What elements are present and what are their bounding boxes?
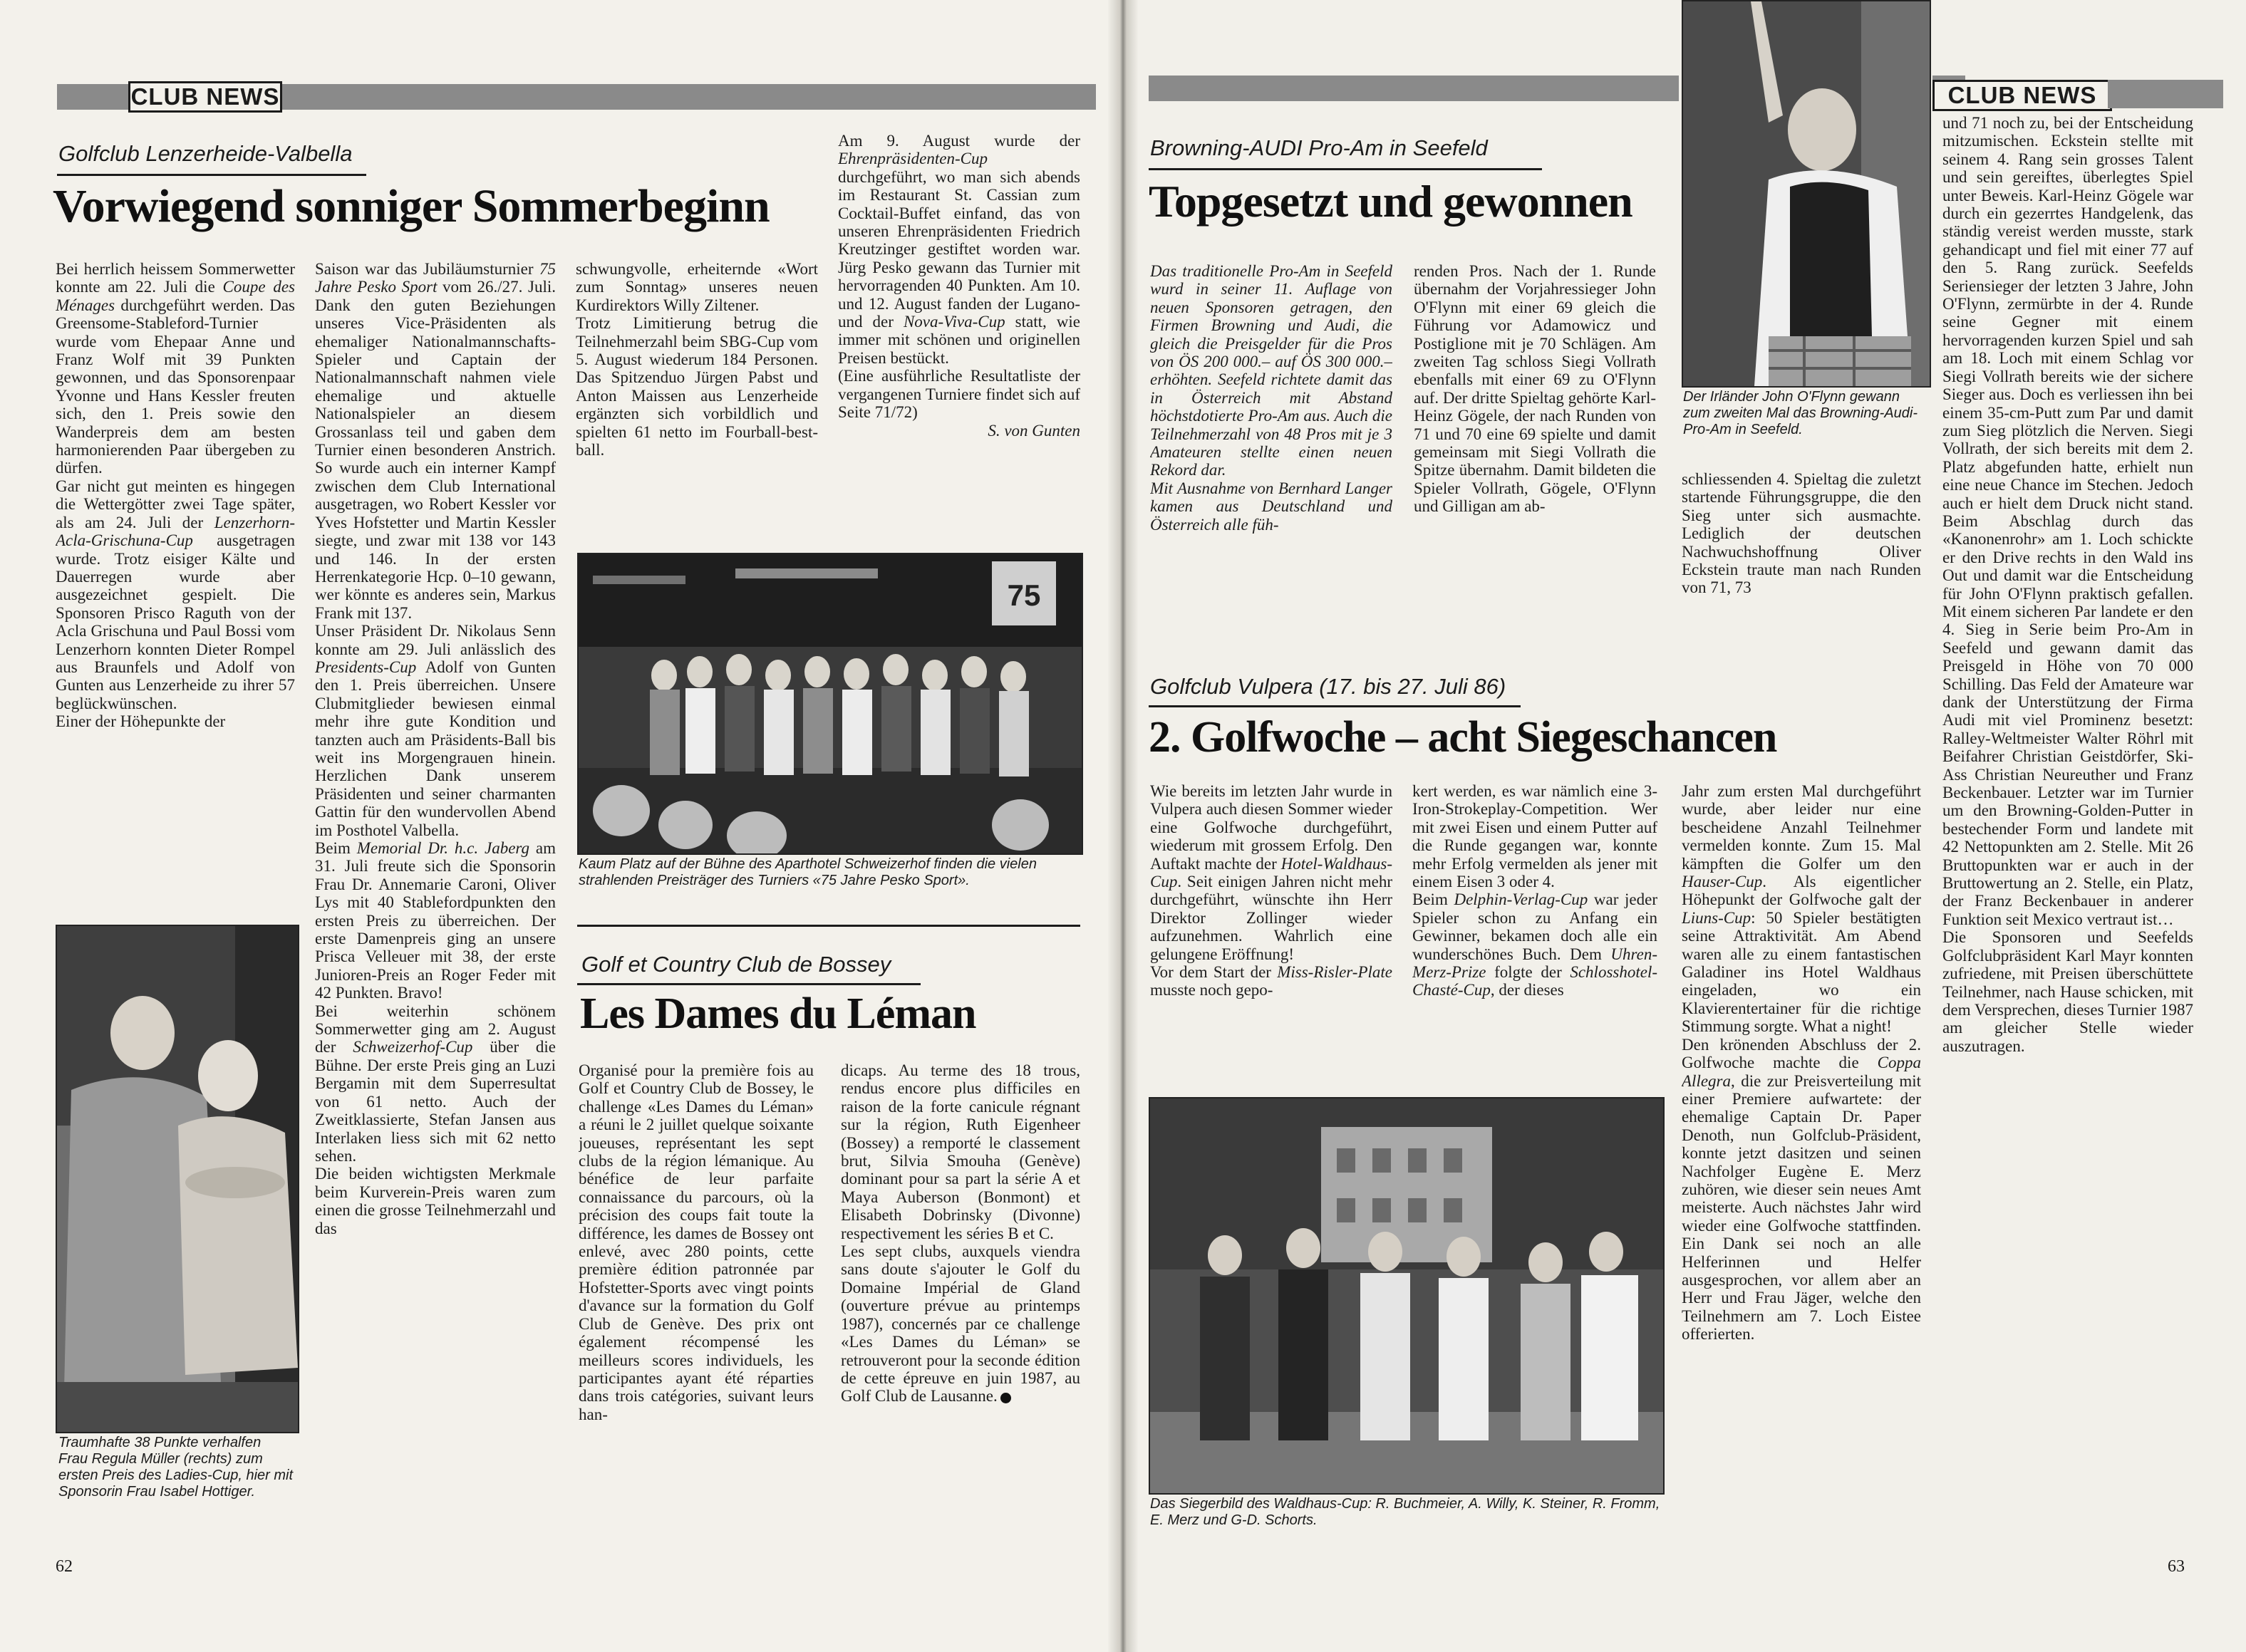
text-run: Den krönenden Abschluss der 2. Golfwoche machte die: [1682, 1035, 1921, 1072]
article-author: S. von Gunten: [988, 421, 1080, 440]
page-number-left: 62: [56, 1557, 73, 1576]
photo-john-oflynn-caption: Der Irländer John O'Flynn gewann zum zweiten Mal das Browning-Audi-Pro-Am in Seefeld.: [1683, 389, 1918, 437]
text-run: über die Bühne. Der erste Preis ging an Luzi Bergamin mit dem Superresultat von 61 netto. Auch der Zweitklassierte, Stefan Jansen aus Interlaken liess sich mit 62 netto sehen.: [315, 1038, 556, 1165]
proam-column-3: [1682, 470, 1921, 663]
page-number-right: 63: [2168, 1557, 2185, 1576]
text-run: 75 Jahre Pesko Sport: [315, 260, 556, 296]
text-run: dicaps. Au terme des 18 trous, rendus encore plus difficiles en raison de la forte canicule régnant sur la région, Ruth Eigenheer (Bossey) a remporté le classement brut, Silvia Smouha (Genève) dominant pour sa part la série A et Maya Auberson (Bonmont) et Elisabeth Dobrinsky (Divonne) respectivement les séries B et C.: [841, 1061, 1080, 1242]
text-run: Saison war das Jubiläumsturnier: [315, 260, 539, 278]
text-run: war jeder Spieler schon zu Anfang ein Gewinner, bekamen doch alle ein wunderschönes Buch. Dem: [1412, 890, 1657, 963]
kicker-rule-right: [1149, 168, 1542, 170]
article-text: [1412, 782, 1657, 999]
text-run: Vor dem Start der: [1150, 963, 1278, 982]
text-run: Am 9. August wurde der: [838, 132, 1080, 150]
article-kicker-vulpera: Golfclub Vulpera (17. bis 27. Juli 86): [1150, 674, 1506, 699]
text-run: folgte der: [1486, 963, 1570, 982]
text-run: Schlosshotel-Chasté-Cup: [1412, 963, 1657, 999]
text-run: Beim: [1412, 890, 1454, 909]
article-column-3: [576, 260, 818, 545]
article-kicker-right: Browning-AUDI Pro-Am in Seefeld: [1150, 135, 1488, 160]
text-run: Trotz Limitierung betrug die Teilnehmerzahl beim SBG-Cup vom 5. August wiederum 184 Personen. Das Spitzenduo Jürgen Pabst und Anton Maissen aus Lenzerheide ergänzten sich vorbildlich und spielten 61 netto im Fourball-best-ball.: [576, 314, 818, 459]
text-run: Miss-Risler-Plate: [1277, 963, 1392, 982]
text-run: Wie bereits im letzten Jahr wurde in Vulpera auch diesen Sommer wieder eine Golfwoche durchgeführt, wiederum mit grossem Erfolg. Den Auftakt machte der: [1150, 782, 1392, 873]
text-run: ausgetragen wurde. Trotz eisiger Kälte und Dauerregen wurde aber ausgezeichnet gespielt. Die Sponsoren Prisco Raguth von der Acla Grischuna und Paul Bossi vom Lenzerhorn konnten Dieter Rompel aus Braunfels und Adolf von Gunten aus Lenzerheide zu ihrer 57 beglückwünschen.: [56, 531, 295, 712]
proam-column-4: [1942, 114, 2193, 1560]
text-run: und 71 noch zu, bei der Entscheidung mitzumischen. Eckstein stellte mit seinem 4. Rang sein grosses Talent und sein gereiftes, überlegtes Spiel unter Beweis. Karl-Heinz Gögele war durch ein gezerrtes Handgelenk, das ständig vereist werden musste, stark gehandicapt und fiel mit einer 77 auf den 5. Rang zurück. Seefelds Seriensieger der letzten 3 Jahre, John O'Flynn, zermürbte in der 4. Runde seine Gegner mit einem hervorragenden kurzen Spiel und sah am 18. Loch mit einem Schlag vor Siegi Vollrath bereits wie der sichere Sieger aus. Doch es verliessen ihn bei einem 35-cm-Putt zum Par und damit zum Sieg plötzlich die Nerven. Siegi Vollrath, der sich bereits mit dem 2. Platz abgefunden hatte, erhielt nun eine neue Chance im Stechen. Jedoch auch er hielt dem Druck nicht stand. Beim Abschlag durch das «Kanonenrohr» am 1. Loch schickte er den Drive rechts in den Wald ins Out und damit war die Entscheidung für John O'Flynn praktisch gefallen. Mit einem sicheren Par landete er den 4. Sieg in Serie beim Pro-Am in Seefeld und gewann damit das Preisgeld in Höhe von 70 000 Schilling. Das Feld der Amateure war dank der Unterstützung der Firma Audi mit viel Prominenz besetzt: Ralley-Weltmeister Walter Röhrl mit Beifahrer Christian Geistdörfer, Ski-Ass Christian Neureuther und Franz Beckenbauer. Letzter war im Turnier um den Browning-Golden-Putter in bestechender Form und landete mit 42 Nettopunkten am 2. Stelle. Mit 26 Bruttopunkten war er auch in der Bruttowertung an 2. Stelle, ein Platz, der Franz Beckenbauer in anderer Funktion seit Mexico vertraut ist…: [1942, 114, 2193, 928]
text-run: vom 26./27. Juli. Dank den guten Beziehungen unseres Vice-Präsidenten als ehemaliger Nationalmannschafts-Spieler und Captain der Nationalmannschaft nahmen viele ehemalige und aktuelle Nationalspieler an diesem Grossanlass teil und gaben dem Turnier einen besonderen Anstrich. So wurde auch ein interner Kampf zwischen dem Club International ausgetragen, wo Robert Kessler vor Yves Hofstetter und Martin Kessler siegte, und zwar mit 138 vor 143 und 146. In der ersten Herrenkategorie Hcp. 0–10 gewann, wer könnte es anderes sein, Markus Frank mit 137.: [315, 278, 556, 622]
photo-pesko-ceremony-caption: Kaum Platz auf der Bühne des Aparthotel Schweizerhof finden die vielen strahlenden Preisträger des Turniers «75 Jahre Pesko Sport».: [579, 856, 1037, 888]
text-run: Lenzerhorn-Acla-Grischuna-Cup: [56, 513, 295, 550]
text-run: schwungvolle, erheiternde «Wort zum Sonntag» unseres neuen Kurdirektors Willy Ziltener.: [576, 260, 818, 314]
vulpera-column-2: [1412, 782, 1657, 1089]
text-run: kert werden, es war nämlich eine 3-Iron-Strokeplay-Competition. Wer mit zwei Eisen und einem Putter auf die Runde gegangen war, konnte mehr Erfolg vermelden als jener mit einem Eisen 3 oder 4.: [1412, 782, 1657, 891]
text-run: musste noch gepo-: [1150, 981, 1273, 999]
article-column-fr-1: [579, 1061, 814, 1546]
text-run: Jahr zum ersten Mal durchgeführt wurde, aber leider nur eine bescheidene Anzahl Teilnehmer vermelden konnte. Zum 15. Mal kämpften die Golfer um den: [1682, 782, 1921, 873]
article-text: [1150, 262, 1392, 534]
photo-ladies-cup-image: [57, 926, 298, 1432]
section-label-right: CLUB NEWS: [1932, 80, 2112, 111]
text-run: Beim: [315, 839, 357, 857]
article-text: [1942, 114, 2193, 1055]
end-of-article-bullet: [1000, 1393, 1011, 1403]
text-run: Uhren-Merz-Prize: [1412, 945, 1657, 982]
article-text: [841, 1061, 1080, 1405]
text-run: Gar nicht gut meinten es hingegen die Wettergötter zwei Tage später, als am 24. Juli der: [56, 477, 295, 531]
text-run: am 31. Juli freute sich die Sponsorin Frau Dr. Annemarie Caroni, Oliver Lys mit 40 Stablefordpunkten den ersten Preis zu überreichen. Der erste Damenpreis ging an unsere Prisca Velleuer mit 38, der erste Junioren-Preis an Roger Feder mit 42 Punkten. Bravo!: [315, 839, 556, 1002]
article-headline: Vorwiegend sonniger Sommerbeginn: [53, 180, 770, 232]
section-bar-right-3: [2108, 80, 2223, 108]
photo-waldhaus-cup: [1149, 1097, 1665, 1495]
text-run: Memorial Dr. h.c. Jaberg: [356, 839, 530, 857]
text-run: Organisé pour la première fois au Golf et Country Club de Bossey, le challenge «Les Dames du Léman» a réuni le 2 juillet quelque soixante joueuses, représentant les sept clubs de la région lémanique. Au bénéfice de leur parfaite connaissance du parcours, où la précision des coups fait toute la différence, les dames de Bossey ont enlevé, avec 280 points, cette première édition patronnée par Hofstetter-Sports avec vingt points d'avance sur la formation du Golf Club de Genève. Des prix ont également récompensé les meilleurs scores individuels, les participantes ayant été réparties dans trois catégories, suivant leurs han-: [579, 1061, 814, 1423]
text-run: , die zur Preisverteilung mit einer Premiere aufwartete: der ehemalige Captain Dr. Paper Denoth, nun Golfclub-Präsident, konnte jetzt dasitzen und seinen Nachfolger Eugène E. Merz zuhören, wie dieser sein neues Amt meisterte. Auch nächstes Jahr wird wieder eine Golfwoche stattfinden. Ein Dank sei noch an alle Helferinnen und Helfer ausgesprochen, vor allem aber an Herr und Frau Jäger, welche den Teilnehmern am 7. Loch Eistee offerierten.: [1682, 1071, 1921, 1344]
section-rule: [577, 925, 1080, 927]
text-run: , der dieses: [1490, 981, 1564, 999]
left-page: [0, 0, 1120, 1652]
article-text: [1414, 262, 1656, 516]
right-page: [1127, 0, 2246, 1652]
kicker-rule: [57, 174, 366, 176]
text-run: Die Sponsoren und Seefelds Golfclubpräsident Karl Mayr konnten zufriedene, mit Preisen überschüttete Teilnehmer, nach Hause schicken, mit dem Versprechen, dieses Turnier 1987 am gleicher Stelle wieder auszutragen.: [1942, 928, 2193, 1055]
proam-column-1: [1150, 262, 1392, 661]
photo-waldhaus-cup-image: [1150, 1098, 1663, 1493]
text-run: Bei herrlich heissem Sommerwetter konnte am 22. Juli die: [56, 260, 295, 296]
photo-john-oflynn-image: [1683, 1, 1930, 386]
text-run: Mit Ausnahme von Bernhard Langer kamen aus Deutschland und Österreich alle füh-: [1150, 479, 1392, 534]
section-label: CLUB NEWS: [128, 81, 282, 113]
photo-pesko-ceremony: [577, 553, 1083, 855]
article-kicker: Golfclub Lenzerheide-Valbella: [58, 141, 353, 166]
kicker-rule-2: [577, 983, 921, 985]
text-run: Hotel-Waldhaus-Cup: [1150, 854, 1392, 891]
text-run: Les sept clubs, auxquels viendra sans doute s'ajouter le Golf du Domaine Impérial de Gland (ouverture prévue au printemps 1987), concernés par ce challenge «Les Dames du Léman» se retrouveront pour la seconde édition de cette épreuve en juin 1987, au Golf Club de Lausanne.: [841, 1242, 1080, 1406]
text-run: Delphin-Verlag-Cup: [1454, 890, 1588, 909]
text-run: Coupe des Ménages: [56, 278, 295, 314]
text-run: Bei weiterhin schönem Sommerwetter ging am 2. August der: [315, 1002, 556, 1056]
proam-column-2: [1414, 262, 1656, 661]
text-run: . Als eigentlicher Höhepunkt der Golfwoche galt der: [1682, 873, 1921, 909]
photo-ladies-cup: [56, 925, 299, 1433]
article-column-fr-2: [841, 1061, 1080, 1546]
article-text: [315, 260, 556, 1237]
text-run: Einer der Höhepunkte der: [56, 712, 226, 731]
text-run: Hauser-Cup: [1682, 873, 1763, 891]
text-run: : 50 Spieler bestätigten seine Attraktivität. Am Abend waren alle zu einem fantastischen Galadiner ins Hotel Waldhaus eingeladen, wo ein Klavierentertainer für die richtige Stimmung sorgte. What a night!: [1682, 908, 1921, 1036]
article-text: [1682, 470, 1921, 597]
text-run: Die beiden wichtigsten Merkmale beim Kurverein-Preis waren zum einen die grosse Teilnehmerzahl und das: [315, 1165, 556, 1237]
article-column-4: [838, 132, 1080, 531]
text-run: Schweizerhof-Cup: [353, 1038, 473, 1056]
photo-john-oflynn: [1682, 0, 1931, 388]
photo-banner-number: 75: [1007, 578, 1041, 612]
article-column-2: [315, 260, 556, 1542]
article-text: [1682, 782, 1921, 1344]
text-run: Das traditionelle Pro-Am in Seefeld wurd in seiner 11. Auflage von neuen Sponsoren getragen, den Firmen Browning und Audi, die gleich die Preisgelder für die Pros von ÖS 200 000.– auf ÖS 300 000.– erhöhten. Seefeld richtete damit das in Österreich mit Abstand höchstdotierte Pro-Am aus. Auch die Teilnehmerzahl von 48 Pros mit je 3 Amateuren stellte einen neuen Rekord dar.: [1150, 262, 1392, 479]
article-headline-right: Topgesetzt und gewonnen: [1149, 176, 1632, 227]
vulpera-column-3: [1682, 782, 1921, 1566]
article-text: [579, 1061, 814, 1423]
text-run: Adolf von Gunten den 1. Preis überreichen. Unsere Clubmitglieder bewiesen einmal mehr ihre gute Kondition und tanzten auch am Präsidents-Ball bis weit ins Morgengrauen hinein. Herzlichen Dank unserem Präsidenten und seiner charmanten Gattin für den wundervollen Abend im Posthotel Valbella.: [315, 658, 556, 839]
article-text: [1150, 782, 1392, 999]
article-text: [576, 260, 818, 459]
text-run: Nova-Viva-Cup: [903, 313, 1005, 331]
article-text: [838, 132, 1080, 422]
vulpera-column-1: [1150, 782, 1392, 1089]
text-run: Unser Präsident Dr. Nikolaus Senn konnte am 29. Juli anlässlich des: [315, 622, 556, 658]
article-headline-vulpera: 2. Golfwoche – acht Siegeschancen: [1149, 713, 1777, 762]
article-headline-2: Les Dames du Léman: [580, 989, 976, 1038]
text-run: durchgeführt werden. Das Greensome-Stableford-Turnier wurde vom Ehepaar Anne und Franz Wolf mit 39 Punkten gewonnen, und das Sponsorenpaar Yvonne und Hans Kessler freuten sich, den 1. Preis sowie den Wanderpreis dem am besten harmonierenden Paar übergeben zu dürfen.: [56, 296, 295, 477]
photo-waldhaus-cup-caption: Das Siegerbild des Waldhaus-Cup: R. Buchmeier, A. Willy, K. Steiner, R. Fromm, E. Merz und G-D. Schorts.: [1150, 1496, 1660, 1528]
article-text: [56, 260, 295, 731]
text-run: Coppa Allegra: [1682, 1054, 1921, 1090]
article-column-1: [56, 260, 295, 901]
article-kicker-2: Golf et Country Club de Bossey: [581, 952, 891, 977]
text-run: (Eine ausführliche Resultatliste der vergangenen Turniere findet sich auf Seite 71/72): [838, 367, 1080, 422]
section-bar-right: [1149, 76, 1679, 101]
text-run: durchgeführt, wo man sich abends im Restaurant St. Cassian zum Cocktail-Buffet einfand, das von unseren Ehrenpräsidenten Friedrich Kreutzinger gestiftet worden war. Jürg Pesko gewann das Turnier mit hervorragenden 40 Punkten. Am 10. und 12. August fanden der Lugano- und der: [838, 167, 1080, 331]
text-run: statt, wie immer mit schönen und originellen Preisen bestückt.: [838, 313, 1080, 367]
kicker-rule-vulpera: [1149, 705, 1521, 707]
spread-gutter: [1108, 0, 1138, 1652]
text-run: . Seit einigen Jahren nicht mehr durchgeführt, wünschte ihn Herr Direktor Zollinger wieder aufzunehmen. Wahrlich eine gelungene Eröffnung!: [1150, 873, 1392, 963]
photo-pesko-ceremony-image: [579, 554, 1082, 853]
photo-ladies-cup-caption: Traumhafte 38 Punkte verhalfen Frau Regula Müller (rechts) zum ersten Preis des Ladies-Cup, hier mit Sponsorin Frau Isabel Hottiger.: [58, 1435, 294, 1500]
text-run: Liuns-Cup: [1682, 908, 1751, 927]
text-run: Presidents-Cup: [315, 658, 417, 676]
text-run: Ehrenpräsidenten-Cup: [838, 150, 988, 168]
text-run: renden Pros. Nach der 1. Runde übernahm der Vorjahressieger John O'Flynn mit einer 69 gleich die Führung vor Adamowicz und Postiglione mit je 70 Schlägen. Am zweiten Tag schloss Siegi Vollrath ebenfalls mit einer 69 zu O'Flynn auf. Der dritte Spieltag gehörte Karl-Heinz Gögele, der nach Runden von 71 und 70 eine 69 spielte und damit gemeinsam mit Siegi Vollrath die Spitze übernahm. Damit bildeten die Spieler Vollrath, Gögele, O'Flynn und Gilligan am ab-: [1414, 262, 1656, 516]
text-run: schliessenden 4. Spieltag die zuletzt startende Führungsgruppe, die den Sieg unter sich ausmachte. Lediglich der deutschen Nachwuchshoffnung Oliver Eckstein traute man nach Runden von 71, 73: [1682, 470, 1921, 597]
